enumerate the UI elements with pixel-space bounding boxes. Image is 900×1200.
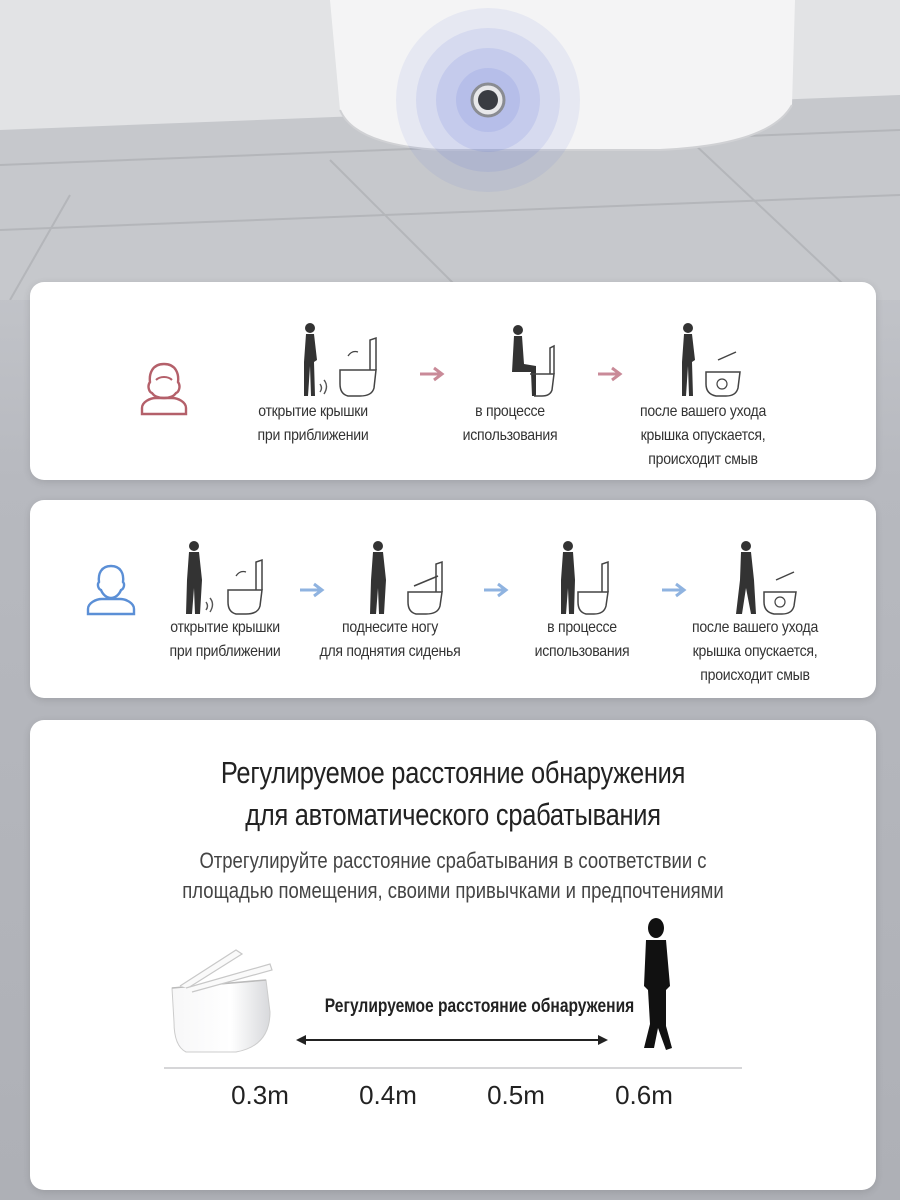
person-standing-silhouette — [634, 916, 680, 1056]
sensor-button-icon — [396, 8, 580, 192]
section-subtitle: Отрегулируйте расстояние срабатывания в соответствии с площадью помещения, своими привычками и предпочтениями — [182, 848, 724, 903]
hero-photo — [0, 0, 900, 300]
arrow-right-icon — [418, 366, 448, 382]
step-caption: поднесите ногу для поднятия сиденья — [319, 619, 461, 660]
person-standing-figure — [554, 540, 620, 618]
distance-option: 0.4m — [359, 1080, 417, 1110]
person-raising-leg-figure — [364, 540, 454, 618]
distance-option: 0.3m — [231, 1080, 289, 1110]
person-leaving-figure — [730, 540, 806, 618]
male-user-icon — [84, 562, 138, 616]
arrow-right-icon — [596, 366, 626, 382]
step-caption: в процессе использования — [462, 403, 558, 444]
step-caption: после вашего ухода крышка опускается, происходит смыв — [639, 403, 767, 468]
arrow-right-icon — [482, 582, 512, 598]
arrow-right-icon — [298, 582, 328, 598]
step-caption: открытие крышки при приближении — [257, 403, 369, 444]
section-title: Регулируемое расстояние обнаружения для автоматического срабатывания — [220, 755, 686, 832]
arrow-right-icon — [660, 582, 690, 598]
distance-settings-card — [30, 720, 876, 1190]
distance-option: 0.6m — [615, 1080, 673, 1110]
female-user-flow-card — [30, 282, 876, 480]
male-user-flow-card — [30, 500, 876, 698]
person-sitting-figure — [496, 324, 560, 400]
person-approaching-figure — [298, 322, 398, 400]
distance-option: 0.5m — [487, 1080, 545, 1110]
range-label: Регулируемое расстояние обнаружения — [324, 996, 635, 1017]
step-caption: в процессе использования — [534, 619, 630, 660]
step-caption: после вашего ухода крышка опускается, происходит смыв — [691, 619, 819, 684]
step-caption: открытие крышки при приближении — [169, 619, 281, 660]
female-user-icon — [138, 360, 190, 416]
smart-toilet-illustration — [166, 942, 286, 1054]
person-leaving-figure — [670, 322, 750, 400]
person-approaching-figure — [180, 540, 270, 618]
floor-line — [164, 1064, 742, 1072]
distance-range-arrow — [294, 1032, 610, 1048]
